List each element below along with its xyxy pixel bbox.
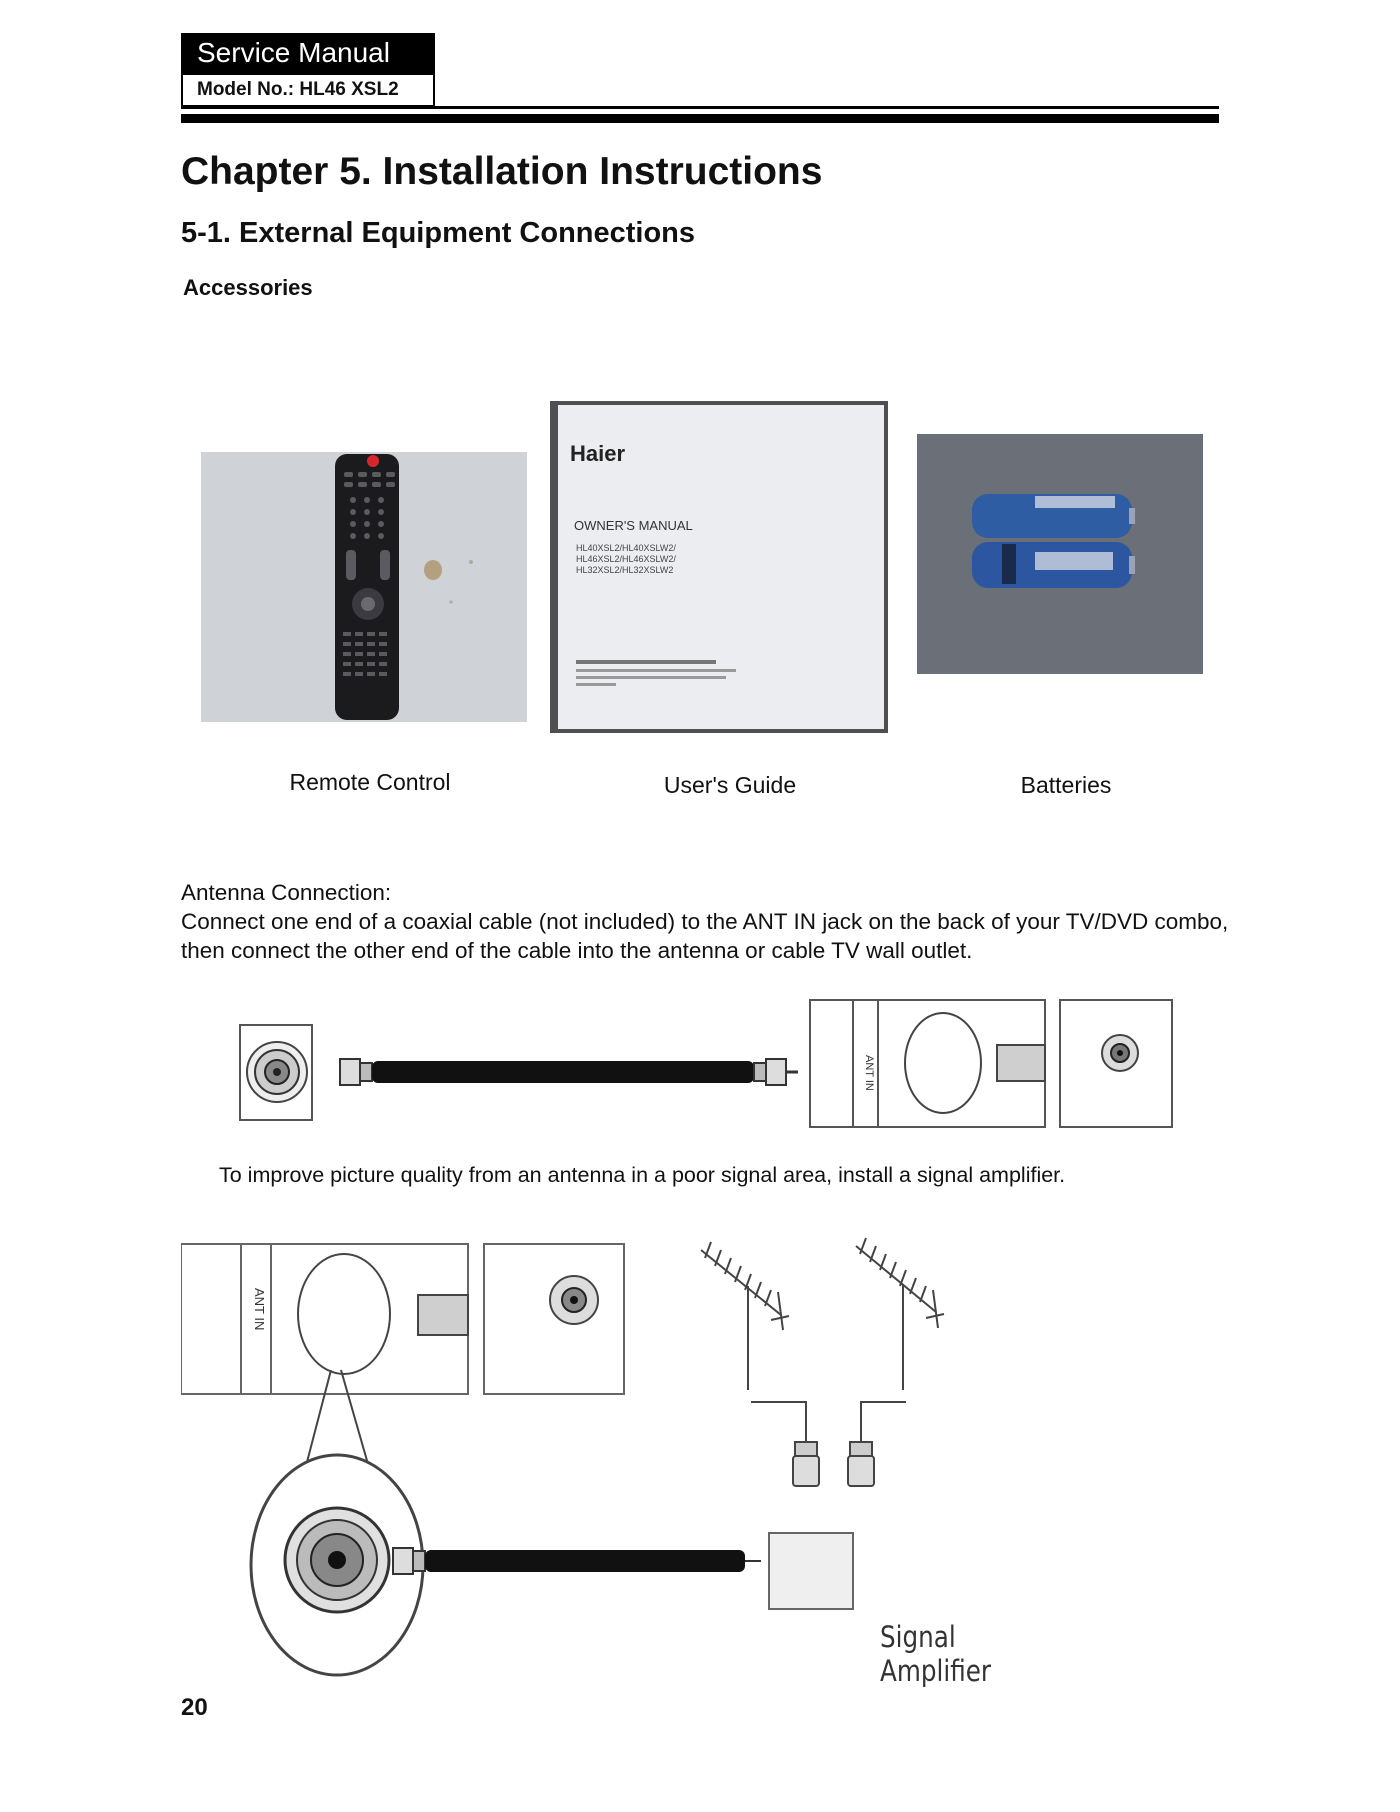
manual-model-line: HL32XSL2/HL32XSLW2 <box>576 565 674 575</box>
header-rule-thin <box>181 106 1219 109</box>
header-rule-thick <box>181 114 1219 123</box>
ant-in-label: ANT IN <box>863 1055 875 1091</box>
users-guide-caption: User's Guide <box>663 772 797 798</box>
coax-connection-diagram <box>235 995 1175 1135</box>
antenna-connection-body: Connect one end of a coaxial cable (not included) to the ANT IN jack on the back of your TV/DVD combo, then connect the other end of the cable into the antenna or cable TV wall outlet. <box>181 909 1229 963</box>
antenna-connection-heading: Antenna Connection: <box>181 880 392 905</box>
manual-cover <box>558 405 884 729</box>
batteries-caption: Batteries <box>1020 772 1112 798</box>
manual-fine-print <box>576 676 726 679</box>
ant-in-label-2: ANT IN <box>252 1288 267 1331</box>
manual-fine-print <box>576 683 616 686</box>
manual-cover-models <box>576 543 676 576</box>
accessories-heading: Accessories <box>183 275 313 300</box>
manual-model-line: HL40XSL2/HL40XSLW2/ <box>576 543 676 553</box>
remote-control-caption: Remote Control <box>289 769 451 795</box>
antenna-connection-text <box>181 878 1241 965</box>
section-title: 5-1. External Equipment Connections <box>181 217 696 249</box>
manual-fine-print <box>576 660 716 664</box>
manual-cover-title: OWNER'S MANUAL <box>574 518 693 533</box>
signal-amplifier-label <box>880 1620 991 1688</box>
remote-control-photo <box>201 452 527 722</box>
manual-fine-print <box>576 669 736 672</box>
model-number: Model No.: HL46 XSL2 <box>181 73 435 107</box>
amplifier-label-line: Signal <box>880 1620 956 1654</box>
chapter-title: Chapter 5. Installation Instructions <box>181 150 823 193</box>
manual-brand-logo: Haier <box>570 441 626 466</box>
manual-model-line: HL46XSL2/HL46XSLW2/ <box>576 554 676 564</box>
batteries-photo <box>917 434 1203 674</box>
signal-amplifier-note: To improve picture quality from an antenna in a poor signal area, install a signal amplifier. <box>219 1163 1066 1187</box>
amplifier-label-line: Amplifier <box>880 1654 992 1688</box>
page-number: 20 <box>181 1694 208 1721</box>
users-guide-photo <box>550 401 888 733</box>
service-manual-header: Service Manual <box>181 33 435 73</box>
